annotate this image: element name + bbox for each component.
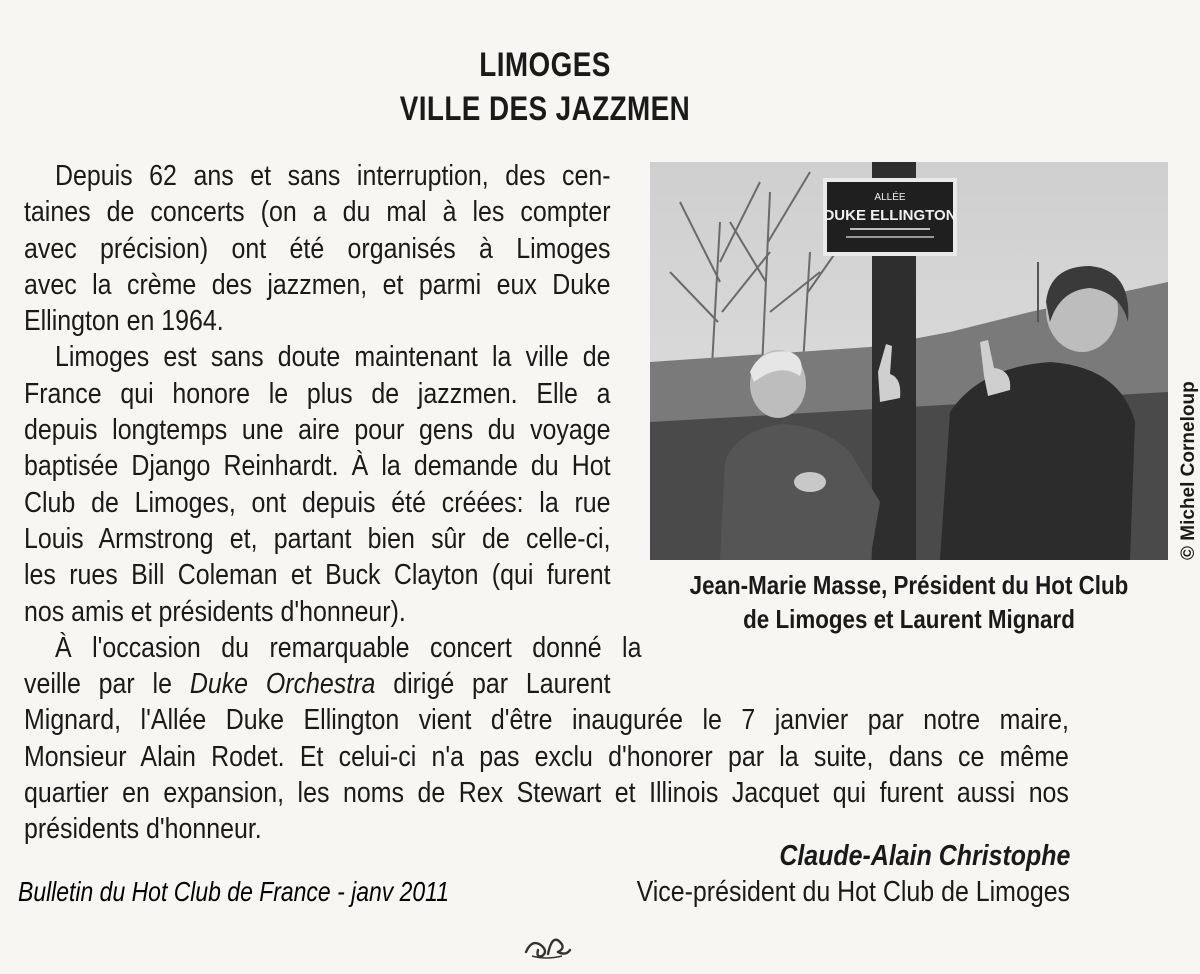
text-line (24, 666, 611, 702)
caption-line-1: Jean-Marie Masse, Président du Hot Club (689, 570, 1129, 600)
text-line: Club de Limoges, ont depuis été créées: la rue (24, 486, 611, 519)
signature-role: Vice-président du Hot Club de Limoges (636, 876, 1070, 908)
text-run: veille par le (24, 668, 190, 701)
paragraph-3 (24, 630, 1069, 848)
text-line: Mignard, l'Allée Duke Ellington vient d'être inaugurée le 7 janvier par notre maire, (24, 704, 1069, 737)
photo-caption (686, 568, 1131, 636)
text-line: Louis Armstrong et, partant bien sûr de celle-ci, (24, 522, 611, 555)
paragraph-1 (24, 158, 611, 339)
source-note: Bulletin du Hot Club de France - janv 2011 (18, 876, 449, 907)
caption-line-2: de Limoges et Laurent Mignard (743, 604, 1075, 634)
text-line: Ellington en 1964. (24, 305, 224, 338)
text-line: avec précision) ont été organisés à Limoges (24, 232, 611, 265)
text-line: Depuis 62 ans et sans interruption, des cen- (54, 160, 611, 192)
text-line: avec la crème des jazzmen, et parmi eux Duke (24, 268, 611, 301)
text-line: nos amis et présidents d'honneur). (24, 595, 406, 628)
title-line-1: LIMOGES (479, 46, 611, 84)
text-line: Monsieur Alain Rodet. Et celui-ci n'a pas exclu d'honorer par la suite, dans ce même (24, 740, 1069, 773)
ornament-icon (522, 930, 572, 960)
text-line: quartier en expansion, les noms de Rex Stewart et Illinois Jacquet qui furent aussi nos (24, 777, 1069, 810)
text-line: baptisée Django Reinhardt. À la demande du Hot (24, 450, 611, 483)
text-line: taines de concerts (on a du mal à les compter (24, 196, 611, 229)
orchestra-name: Duke Orchestra (189, 668, 376, 701)
signature-name: Claude-Alain Christophe (779, 840, 1070, 872)
photo-illustration (650, 162, 1168, 560)
text-run: dirigé par Laurent (375, 668, 611, 701)
text-line: présidents d'honneur. (24, 813, 262, 846)
sign-line-1: ALLÉE (874, 192, 906, 203)
text-line: Limoges est sans doute maintenant la ville de (54, 341, 611, 374)
title-line-2: VILLE DES JAZZMEN (399, 90, 691, 128)
sign-line-2: DUKE ELLINGTON (823, 207, 957, 224)
street-sign (823, 178, 957, 256)
text-line: France qui honore le plus de jazzmen. Elle a (24, 377, 611, 410)
text-line: les rues Bill Coleman et Buck Clayton (qui furent (24, 559, 611, 592)
photo-street-sign (650, 162, 1168, 560)
text-line: À l'occasion du remarquable concert donné la (54, 631, 642, 664)
text-line: depuis longtemps une aire pour gens du voyage (24, 414, 611, 447)
paragraph-2 (24, 339, 611, 629)
photo-credit: © Michel Corneloup (1178, 381, 1199, 560)
